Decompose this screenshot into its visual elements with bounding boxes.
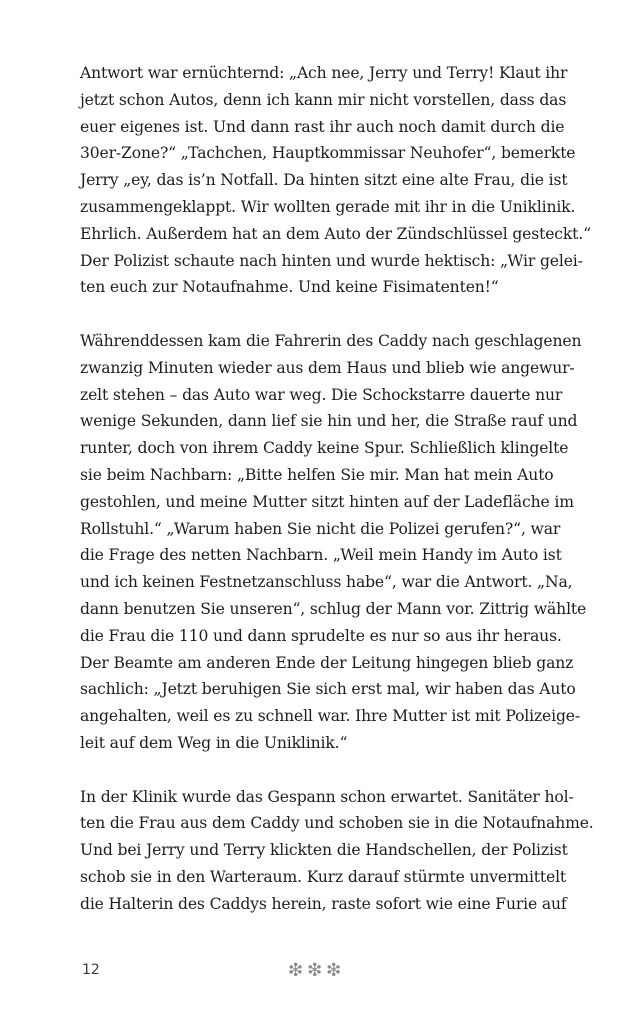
text-line: zwanzig Minuten wieder aus dem Haus und blieb wie angewur- xyxy=(80,358,575,377)
text-line: leit auf dem Weg in die Uniklinik.“ xyxy=(80,733,348,752)
text-line: die Halterin des Caddys herein, raste sofort wie eine Furie auf xyxy=(80,894,567,913)
text-line: zusammengeklappt. Wir wollten gerade mit ihr in die Uniklinik. xyxy=(80,197,576,216)
text-line: jetzt schon Autos, denn ich kann mir nicht vorstellen, dass das xyxy=(80,90,567,109)
page-number: 12 xyxy=(82,962,100,978)
text-line: die Frage des netten Nachbarn. „Weil mein Handy im Auto ist xyxy=(80,546,562,565)
text-line: Der Beamte am anderen Ende der Leitung hingegen blieb ganz xyxy=(80,653,574,672)
text-line: runter, doch von ihrem Caddy keine Spur. Schließlich klingelte xyxy=(80,439,569,458)
text-line: ten die Frau aus dem Caddy und schoben sie in die Notaufnahme. xyxy=(80,814,594,833)
text-line: gestohlen, und meine Mutter sitzt hinten auf der Ladefläche im xyxy=(80,492,574,511)
text-line: und ich keinen Festnetzanschluss habe“, war die Antwort. „Na, xyxy=(80,573,573,592)
text-line: Jerry „ey, das is’n Notfall. Da hinten sitzt eine alte Frau, die ist xyxy=(80,171,568,190)
paragraph-gap xyxy=(80,757,552,784)
ornament-icon: ❇❇❇ xyxy=(288,960,346,981)
page-footer xyxy=(80,960,552,986)
text-line: Antwort war ernüchternd: „Ach nee, Jerry und Terry! Klaut ihr xyxy=(80,64,568,82)
text-line: ten euch zur Notaufnahme. Und keine Fisimatenten!“ xyxy=(80,278,499,297)
text-line: euer eigenes ist. Und dann rast ihr auch noch damit durch die xyxy=(80,117,565,136)
text-line: angehalten, weil es zu schnell war. Ihre Mutter ist mit Polizeige- xyxy=(80,707,580,726)
text-line: wenige Sekunden, dann lief sie hin und her, die Straße rauf und xyxy=(80,412,578,431)
text-line: schob sie in den Warteraum. Kurz darauf stürmte unvermittelt xyxy=(80,867,567,886)
paragraph-gap xyxy=(80,301,552,328)
text-line: Währenddessen kam die Fahrerin des Caddy nach geschlagenen xyxy=(80,331,582,350)
text-line: die Frau die 110 und dann sprudelte es nur so aus ihr heraus. xyxy=(80,626,562,645)
text-line: zelt stehen – das Auto war weg. Die Schockstarre dauerte nur xyxy=(80,385,563,404)
text-line: dann benutzen Sie unseren“, schlug der Mann vor. Zittrig wählte xyxy=(80,599,587,618)
text-line: In der Klinik wurde das Gespann schon erwartet. Sanitäter hol- xyxy=(80,787,574,806)
text-line: Ehrlich. Außerdem hat an dem Auto der Zündschlüssel gesteckt.“ xyxy=(80,224,591,243)
paragraph xyxy=(80,328,587,757)
text-line: 30er-Zone?“ „Tachchen, Hauptkommissar Neuhofer“, bemerkte xyxy=(80,144,576,163)
text-line: Der Polizist schaute nach hinten und wurde hektisch: „Wir gelei- xyxy=(80,251,583,270)
text-line: Und bei Jerry und Terry klickten die Handschellen, der Polizist xyxy=(80,841,568,860)
text-line: Rollstuhl.“ „Warum haben Sie nicht die Polizei gerufen?“, war xyxy=(80,519,561,538)
paragraph xyxy=(80,60,591,301)
body-text xyxy=(80,60,594,918)
text-line: sie beim Nachbarn: „Bitte helfen Sie mir. Man hat mein Auto xyxy=(80,465,554,484)
text-line: sachlich: „Jetzt beruhigen Sie sich erst mal, wir haben das Auto xyxy=(80,680,576,699)
paragraph xyxy=(80,784,594,918)
